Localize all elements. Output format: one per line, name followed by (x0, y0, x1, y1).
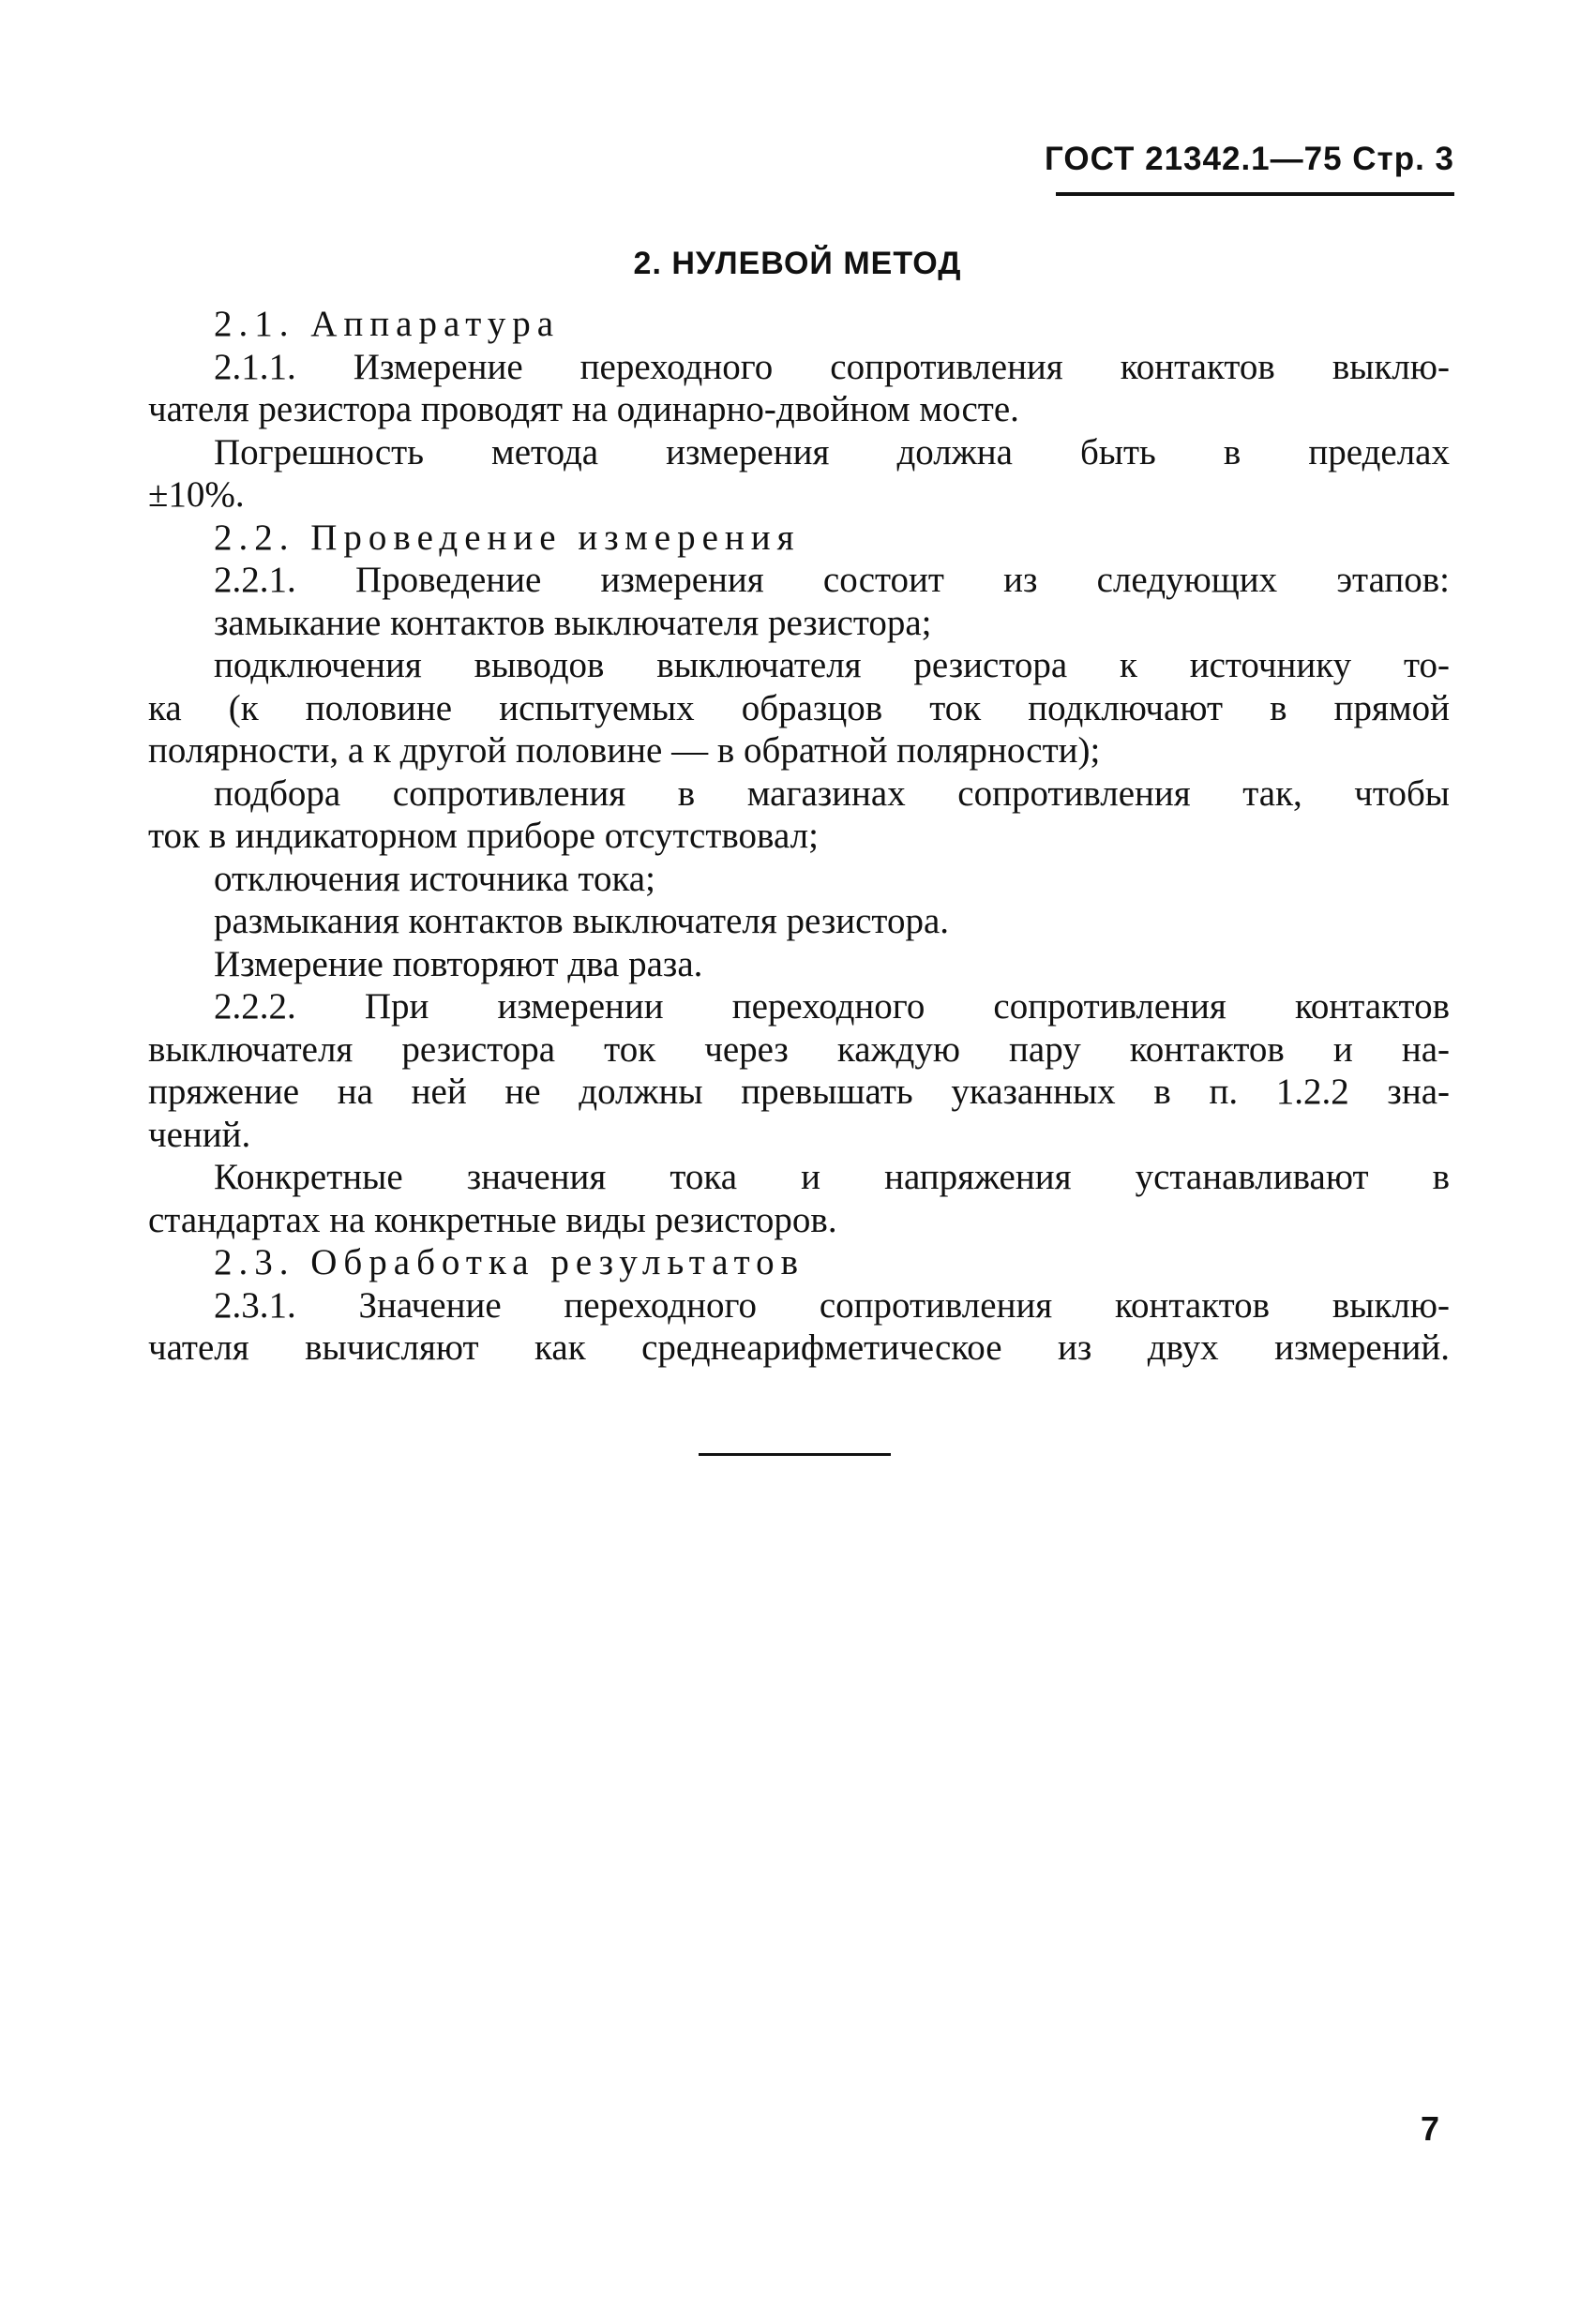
subsection-heading-measurement: 2.2. Проведение измерения (214, 517, 801, 558)
section-title: 2. НУЛЕВОЙ МЕТОД (633, 246, 962, 281)
end-rule (699, 1453, 891, 1456)
paragraph-line: 2.2.1. Проведение измерения состоит из следующих этапов: (214, 560, 1450, 600)
paragraph-line: ±10%. (148, 474, 245, 515)
list-item-line: подключения выводов выключателя резистора к источнику то- (214, 645, 1450, 685)
subsection-heading-apparatus: 2.1. Аппаратура (214, 304, 561, 344)
page-number: 7 (1421, 2109, 1440, 2148)
paragraph-line: пряжение на ней не должны превышать указанных в п. 1.2.2 зна- (148, 1072, 1450, 1112)
paragraph-line: 2.2.2. При измерении переходного сопротивления контактов (214, 986, 1450, 1027)
subsection-heading-results: 2.3. Обработка результатов (214, 1242, 805, 1282)
list-item-line: ка (к половине испытуемых образцов ток подключают в прямой (148, 687, 1450, 728)
list-item-line: полярности, а к другой половине — в обратной полярности); (148, 730, 1101, 771)
body-text (148, 303, 1450, 1370)
paragraph-line: стандартах на конкретные виды резисторов. (148, 1199, 837, 1240)
header-rule (1056, 192, 1454, 196)
list-item-line: подбора сопротивления в магазинах сопротивления так, чтобы (214, 772, 1450, 814)
paragraph-line: 2.1.1. Измерение переходного сопротивления контактов выклю- (214, 346, 1450, 387)
list-item-line: отключения источника тока; (214, 858, 655, 899)
page-header: ГОСТ 21342.1—75 Стр. 3 (1045, 141, 1454, 177)
paragraph-line: Погрешность метода измерения должна быть в пределах (214, 431, 1450, 472)
paragraph-line: чений. (148, 1114, 251, 1155)
paragraph-line: выключателя резистора ток через каждую пару контактов и на- (148, 1028, 1450, 1070)
paragraph-line: Измерение повторяют два раза. (214, 943, 703, 984)
paragraph-line: Конкретные значения тока и напряжения устанавливают в (214, 1157, 1450, 1197)
list-item-line: ток в индикаторном приборе отсутствовал; (148, 816, 819, 856)
paragraph-line: чателя резистора проводят на одинарно-двойном мосте. (148, 389, 1019, 429)
paragraph-line: 2.3.1. Значение переходного сопротивления контактов выклю- (214, 1284, 1450, 1326)
list-item-line: размыкания контактов выключателя резистора. (214, 901, 949, 941)
paragraph-line: чателя вычисляют как среднеарифметическое из двух измерений. (148, 1327, 1450, 1368)
list-item-line: замыкание контактов выключателя резистора; (214, 602, 932, 643)
